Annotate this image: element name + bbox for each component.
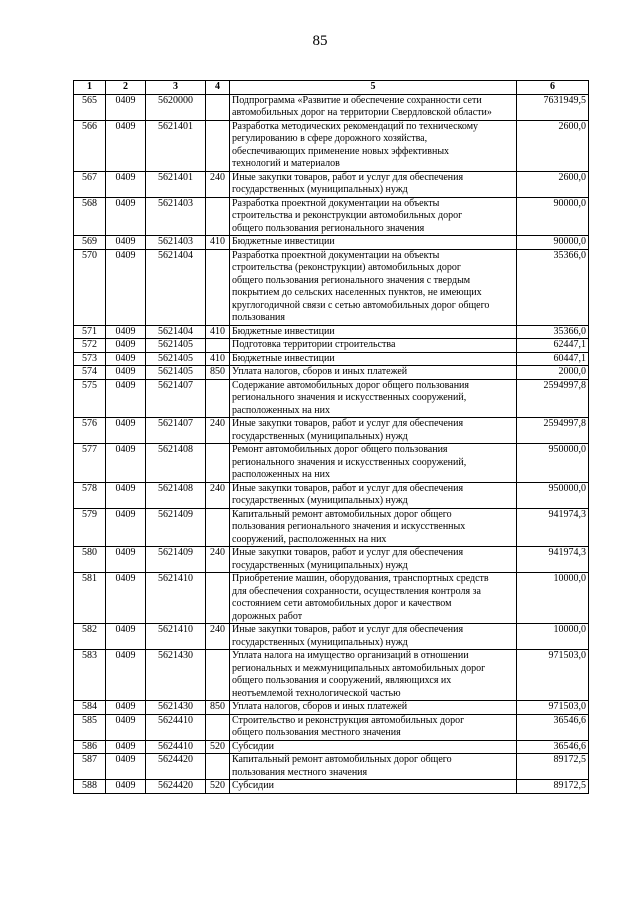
- amount-cell: 2594997,8: [517, 379, 589, 418]
- expense-type-cell: 410: [206, 236, 230, 250]
- row-number-cell: 568: [74, 197, 106, 236]
- row-number-cell: 574: [74, 366, 106, 380]
- target-code-cell: 5621405: [146, 339, 206, 353]
- item-name-cell: [230, 120, 517, 171]
- item-name-line: Бюджетные инвестиции: [232, 325, 335, 337]
- amount-cell: 60447,1: [517, 352, 589, 366]
- item-name-cell: [230, 197, 517, 236]
- table-row: [74, 444, 589, 483]
- item-name-cell: [230, 573, 517, 624]
- expense-type-cell: [206, 339, 230, 353]
- expense-type-cell: [206, 650, 230, 701]
- item-name-line: региональных и межмуниципальных автомобильных дорог: [232, 662, 486, 674]
- target-code-cell: 5621407: [146, 418, 206, 444]
- expense-type-cell: 240: [206, 171, 230, 197]
- amount-cell: 62447,1: [517, 339, 589, 353]
- column-header: 3: [146, 81, 206, 95]
- amount-cell: 2000,0: [517, 366, 589, 380]
- target-code-cell: 5621401: [146, 171, 206, 197]
- amount-cell: 10000,0: [517, 573, 589, 624]
- item-name-line: Подпрограмма «Развитие и обеспечение сохранности сети: [232, 94, 482, 106]
- item-name-line: обеспечивающих применение новых эффективных: [232, 145, 450, 157]
- table-row: [74, 650, 589, 701]
- row-number-cell: 571: [74, 325, 106, 339]
- table-row: [74, 352, 589, 366]
- item-name-line: Уплата налога на имущество организаций в отношении: [232, 650, 469, 661]
- table-row: [74, 366, 589, 380]
- row-number-cell: 583: [74, 650, 106, 701]
- page-number: 85: [312, 33, 328, 49]
- item-name-line: Приобретение машин, оборудования, транспортных средств: [232, 573, 489, 584]
- section-code-cell: 0409: [106, 740, 146, 754]
- row-number-cell: 579: [74, 508, 106, 547]
- section-code-cell: 0409: [106, 379, 146, 418]
- target-code-cell: 5621404: [146, 325, 206, 339]
- column-header: 6: [517, 81, 589, 95]
- item-name-cell: [230, 780, 517, 794]
- item-name-line: пользования местного значения: [232, 766, 368, 778]
- table-row: [74, 379, 589, 418]
- item-name-line: регионального значения и искусственных сооружений,: [232, 392, 467, 403]
- target-code-cell: 5621408: [146, 444, 206, 483]
- item-name-cell: [230, 366, 517, 380]
- amount-cell: 2594997,8: [517, 418, 589, 444]
- row-number-cell: 585: [74, 714, 106, 740]
- table-row: [74, 573, 589, 624]
- row-number-cell: 582: [74, 624, 106, 650]
- item-name-cell: [230, 701, 517, 715]
- item-name-line: государственных (муниципальных) нужд: [232, 430, 408, 442]
- amount-cell: 971503,0: [517, 650, 589, 701]
- expense-type-cell: [206, 249, 230, 325]
- section-code-cell: 0409: [106, 482, 146, 508]
- item-name-line: строительства (реконструкции) автомобильных дорог: [232, 262, 462, 273]
- amount-cell: 950000,0: [517, 444, 589, 483]
- item-name-line: дорожных работ: [232, 610, 303, 622]
- amount-cell: 941974,3: [517, 508, 589, 547]
- section-code-cell: 0409: [106, 339, 146, 353]
- target-code-cell: 5621405: [146, 352, 206, 366]
- item-name-line: Капитальный ремонт автомобильных дорог общего: [232, 754, 452, 765]
- section-code-cell: 0409: [106, 418, 146, 444]
- amount-cell: 2600,0: [517, 171, 589, 197]
- item-name-line: Иные закупки товаров, работ и услуг для обеспечения: [232, 547, 464, 558]
- row-number-cell: 569: [74, 236, 106, 250]
- expense-type-cell: 240: [206, 418, 230, 444]
- item-name-line: технологий и материалов: [232, 158, 340, 169]
- item-name-line: регионального значения и искусственных сооружений,: [232, 456, 467, 468]
- item-name-cell: [230, 418, 517, 444]
- item-name-line: Субсидии: [232, 780, 274, 791]
- expense-type-cell: [206, 754, 230, 780]
- table-body: [74, 94, 589, 793]
- item-name-cell: [230, 482, 517, 508]
- section-code-cell: 0409: [106, 573, 146, 624]
- item-name-line: общего пользования и сооружений, являющихся их: [232, 675, 452, 686]
- section-code-cell: 0409: [106, 754, 146, 780]
- amount-cell: 89172,5: [517, 754, 589, 780]
- column-header: 2: [106, 81, 146, 95]
- row-number-cell: 584: [74, 701, 106, 715]
- amount-cell: 950000,0: [517, 482, 589, 508]
- amount-cell: 36546,6: [517, 714, 589, 740]
- expense-type-cell: 850: [206, 366, 230, 380]
- item-name-cell: [230, 339, 517, 353]
- section-code-cell: 0409: [106, 508, 146, 547]
- expense-type-cell: [206, 94, 230, 120]
- section-code-cell: 0409: [106, 352, 146, 366]
- row-number-cell: 580: [74, 547, 106, 573]
- row-number-cell: 586: [74, 740, 106, 754]
- amount-cell: 941974,3: [517, 547, 589, 573]
- table-row: [74, 754, 589, 780]
- section-code-cell: 0409: [106, 366, 146, 380]
- item-name-cell: [230, 740, 517, 754]
- item-name-line: Иные закупки товаров, работ и услуг для обеспечения: [232, 482, 464, 494]
- item-name-line: государственных (муниципальных) нужд: [232, 636, 408, 648]
- item-name-cell: [230, 94, 517, 120]
- target-code-cell: 5624410: [146, 714, 206, 740]
- item-name-line: Иные закупки товаров, работ и услуг для обеспечения: [232, 171, 464, 183]
- item-name-line: расположенных на них: [232, 469, 330, 480]
- table-row: [74, 714, 589, 740]
- expense-type-cell: 520: [206, 740, 230, 754]
- table-row: [74, 780, 589, 794]
- table-row: [74, 624, 589, 650]
- section-code-cell: 0409: [106, 444, 146, 483]
- item-name-line: сооружений, расположенных на них: [232, 533, 387, 545]
- row-number-cell: 565: [74, 94, 106, 120]
- item-name-line: покрытием до сельских населенных пунктов, не имеющих: [232, 287, 482, 298]
- item-name-cell: [230, 236, 517, 250]
- table-row: [74, 508, 589, 547]
- header-row: [74, 81, 589, 95]
- column-header: 5: [230, 81, 517, 95]
- column-header: 1: [74, 81, 106, 95]
- target-code-cell: 5621430: [146, 650, 206, 701]
- item-name-line: Бюджетные инвестиции: [232, 236, 335, 247]
- item-name-line: Субсидии: [232, 740, 274, 752]
- table-row: [74, 701, 589, 715]
- item-name-line: пользования: [232, 312, 285, 323]
- row-number-cell: 575: [74, 379, 106, 418]
- item-name-line: государственных (муниципальных) нужд: [232, 495, 408, 506]
- target-code-cell: 5621408: [146, 482, 206, 508]
- target-code-cell: 5621430: [146, 701, 206, 715]
- item-name-line: Содержание автомобильных дорог общего пользования: [232, 379, 470, 391]
- amount-cell: 7631949,5: [517, 94, 589, 120]
- item-name-line: расположенных на них: [232, 404, 330, 416]
- item-name-cell: [230, 714, 517, 740]
- amount-cell: 36546,6: [517, 740, 589, 754]
- table-row: [74, 236, 589, 250]
- row-number-cell: 566: [74, 120, 106, 171]
- expense-type-cell: 520: [206, 780, 230, 794]
- expense-type-cell: [206, 120, 230, 171]
- expense-type-cell: [206, 197, 230, 236]
- target-code-cell: 5621404: [146, 249, 206, 325]
- target-code-cell: 5624420: [146, 754, 206, 780]
- table-row: [74, 197, 589, 236]
- row-number-cell: 578: [74, 482, 106, 508]
- expense-type-cell: 410: [206, 325, 230, 339]
- target-code-cell: 5621410: [146, 624, 206, 650]
- section-code-cell: 0409: [106, 701, 146, 715]
- row-number-cell: 576: [74, 418, 106, 444]
- item-name-line: пользования регионального значения и искусственных: [232, 521, 466, 532]
- item-name-cell: [230, 249, 517, 325]
- section-code-cell: 0409: [106, 547, 146, 573]
- row-number-cell: 581: [74, 573, 106, 624]
- amount-cell: 10000,0: [517, 624, 589, 650]
- item-name-line: Строительство и реконструкция автомобильных дорог: [232, 714, 465, 726]
- item-name-line: общего пользования регионального значения: [232, 222, 425, 234]
- section-code-cell: 0409: [106, 325, 146, 339]
- expense-type-cell: 850: [206, 701, 230, 715]
- table-row: [74, 740, 589, 754]
- item-name-line: Разработка методических рекомендаций по техническому: [232, 120, 479, 132]
- section-code-cell: 0409: [106, 714, 146, 740]
- section-code-cell: 0409: [106, 94, 146, 120]
- row-number-cell: 572: [74, 339, 106, 353]
- target-code-cell: 5624410: [146, 740, 206, 754]
- target-code-cell: 5621403: [146, 197, 206, 236]
- expense-type-cell: 240: [206, 482, 230, 508]
- section-code-cell: 0409: [106, 650, 146, 701]
- item-name-line: Разработка проектной документации на объекты: [232, 249, 440, 261]
- item-name-line: Уплата налогов, сборов и иных платежей: [232, 701, 408, 712]
- row-number-cell: 587: [74, 754, 106, 780]
- item-name-cell: [230, 754, 517, 780]
- item-name-cell: [230, 508, 517, 547]
- item-name-cell: [230, 325, 517, 339]
- row-number-cell: 573: [74, 352, 106, 366]
- item-name-line: Подготовка территории строительства: [232, 339, 396, 350]
- item-name-line: неотъемлемой технологической частью: [232, 687, 401, 699]
- item-name-cell: [230, 624, 517, 650]
- target-code-cell: 5621405: [146, 366, 206, 380]
- column-header: 4: [206, 81, 230, 95]
- expense-type-cell: 240: [206, 624, 230, 650]
- item-name-line: Уплата налогов, сборов и иных платежей: [232, 366, 408, 377]
- item-name-line: Иные закупки товаров, работ и услуг для обеспечения: [232, 418, 464, 429]
- table-row: [74, 249, 589, 325]
- section-code-cell: 0409: [106, 171, 146, 197]
- target-code-cell: 5621409: [146, 547, 206, 573]
- amount-cell: 35366,0: [517, 249, 589, 325]
- target-code-cell: 5621401: [146, 120, 206, 171]
- section-code-cell: 0409: [106, 120, 146, 171]
- section-code-cell: 0409: [106, 236, 146, 250]
- section-code-cell: 0409: [106, 197, 146, 236]
- item-name-line: общего пользования местного значения: [232, 727, 401, 738]
- table-row: [74, 547, 589, 573]
- item-name-line: государственных (муниципальных) нужд: [232, 559, 408, 571]
- expense-type-cell: [206, 508, 230, 547]
- target-code-cell: 5621403: [146, 236, 206, 250]
- target-code-cell: 5621410: [146, 573, 206, 624]
- item-name-line: регулированию в сфере дорожного хозяйства,: [232, 133, 428, 144]
- table-row: [74, 482, 589, 508]
- item-name-line: общего пользования регионального значения с твердым: [232, 274, 471, 286]
- section-code-cell: 0409: [106, 780, 146, 794]
- item-name-line: строительства и реконструкции автомобильных дорог: [232, 210, 463, 221]
- row-number-cell: 570: [74, 249, 106, 325]
- item-name-cell: [230, 171, 517, 197]
- table-row: [74, 171, 589, 197]
- item-name-cell: [230, 650, 517, 701]
- section-code-cell: 0409: [106, 249, 146, 325]
- amount-cell: 971503,0: [517, 701, 589, 715]
- table-row: [74, 94, 589, 120]
- item-name-line: Иные закупки товаров, работ и услуг для обеспечения: [232, 624, 464, 635]
- expense-type-cell: [206, 444, 230, 483]
- amount-cell: 90000,0: [517, 236, 589, 250]
- item-name-line: Бюджетные инвестиции: [232, 352, 335, 364]
- target-code-cell: 5620000: [146, 94, 206, 120]
- row-number-cell: 577: [74, 444, 106, 483]
- table-row: [74, 325, 589, 339]
- item-name-cell: [230, 547, 517, 573]
- table-row: [74, 120, 589, 171]
- item-name-line: Разработка проектной документации на объекты: [232, 197, 440, 209]
- item-name-cell: [230, 444, 517, 483]
- target-code-cell: 5621407: [146, 379, 206, 418]
- budget-table: [73, 80, 589, 794]
- item-name-line: Ремонт автомобильных дорог общего пользования: [232, 444, 448, 455]
- amount-cell: 2600,0: [517, 120, 589, 171]
- expense-type-cell: 410: [206, 352, 230, 366]
- item-name-line: для обеспечения сохранности, осуществления контроля за: [232, 585, 481, 597]
- target-code-cell: 5624420: [146, 780, 206, 794]
- expense-type-cell: [206, 379, 230, 418]
- item-name-cell: [230, 352, 517, 366]
- amount-cell: 89172,5: [517, 780, 589, 794]
- table-row: [74, 418, 589, 444]
- expense-type-cell: [206, 714, 230, 740]
- item-name-line: государственных (муниципальных) нужд: [232, 184, 408, 195]
- item-name-line: состоянием сети автомобильных дорог и качеством: [232, 598, 452, 609]
- row-number-cell: 567: [74, 171, 106, 197]
- amount-cell: 35366,0: [517, 325, 589, 339]
- expense-type-cell: 240: [206, 547, 230, 573]
- row-number-cell: 588: [74, 780, 106, 794]
- expense-type-cell: [206, 573, 230, 624]
- target-code-cell: 5621409: [146, 508, 206, 547]
- item-name-cell: [230, 379, 517, 418]
- amount-cell: 90000,0: [517, 197, 589, 236]
- table-row: [74, 339, 589, 353]
- item-name-line: Капитальный ремонт автомобильных дорог общего: [232, 508, 452, 520]
- item-name-line: автомобильных дорог на территории Свердловской области»: [232, 107, 492, 118]
- item-name-line: круглогодичной связи с сетью автомобильных дорог общего: [232, 299, 490, 311]
- section-code-cell: 0409: [106, 624, 146, 650]
